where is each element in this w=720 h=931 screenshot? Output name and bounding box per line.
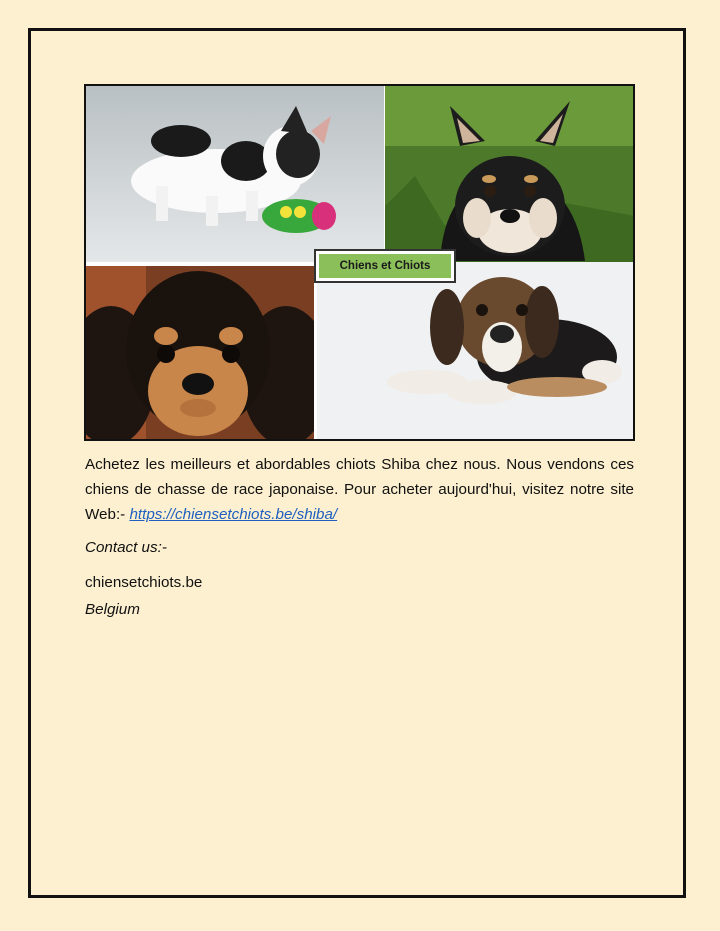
- description-section: [85, 452, 634, 622]
- shiba-page-link[interactable]: https://chiensetchiots.be/shiba/: [129, 506, 338, 523]
- site-name: chiensetchiots.be: [85, 574, 203, 591]
- french-bulldog-puppy-photo: [86, 86, 384, 262]
- country-label: Belgium: [85, 601, 140, 618]
- contact-label: Contact us:-: [85, 539, 167, 556]
- cocker-puppy-photo: [86, 266, 314, 441]
- shiba-puppy-photo: [385, 86, 635, 262]
- beagle-puppy-photo: [317, 262, 635, 441]
- puppy-collage-image: [84, 84, 635, 441]
- description-text: Achetez les meilleurs et abordables chiots Shiba chez nous. Nous vendons ces chiens de chasse de race japonaise. Pour acheter aujourd'hui, visitez notre site Web:-: [85, 456, 634, 523]
- chiens-et-chiots-logo: [314, 249, 456, 283]
- description-paragraph: [85, 452, 634, 527]
- logo-label: Chiens et Chiots: [319, 254, 451, 278]
